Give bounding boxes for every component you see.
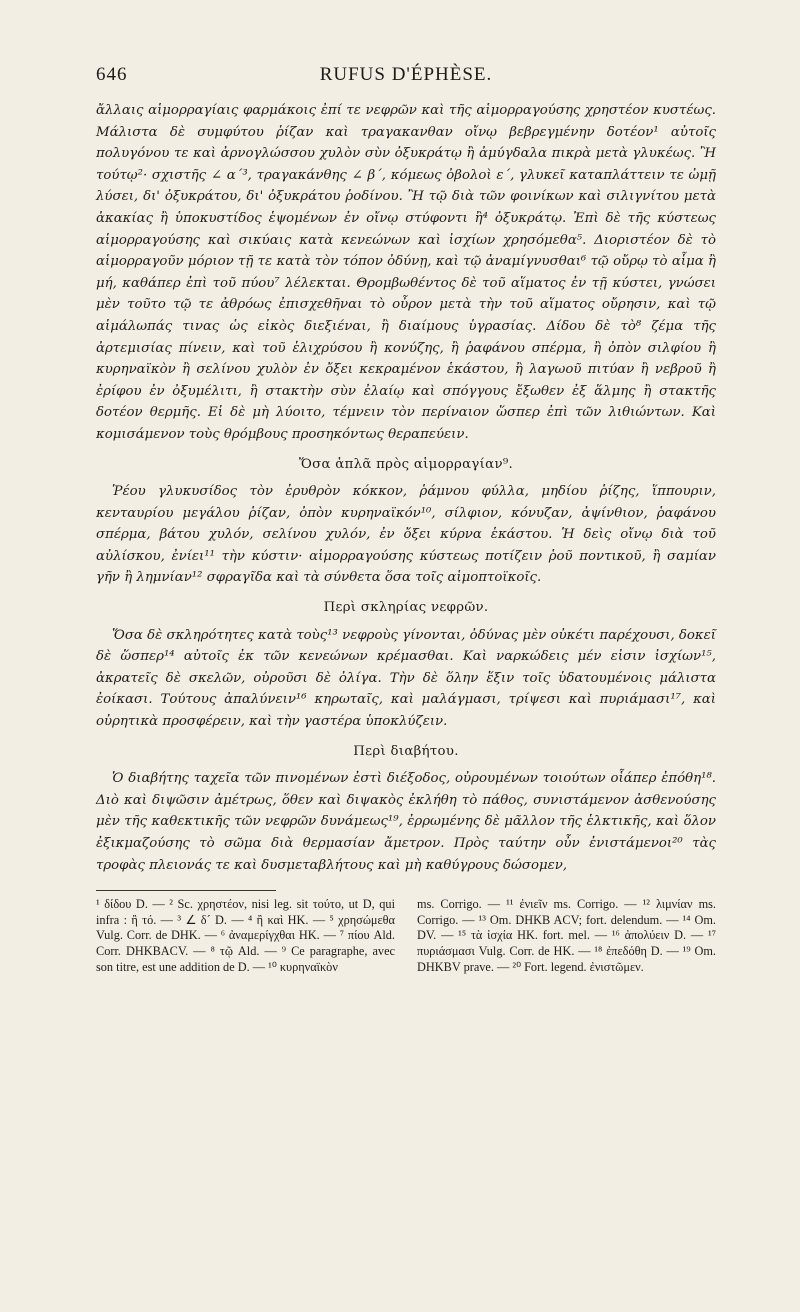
footnotes	[96, 897, 716, 975]
footnotes-left-column	[96, 897, 395, 975]
section-title-simples: Ὅσα ἁπλᾶ πρὸς αἱμορραγίαν⁹.	[298, 456, 514, 472]
footnotes-right-column	[417, 897, 716, 975]
section-title-kidney-hardness: Περὶ σκληρίας νεφρῶν.	[323, 600, 489, 616]
paragraph-simples: Ῥέου γλυκυσίδος τὸν ἐρυθρὸν κόκκον, ῥάμνου φύλλα, μηδίου ῥίζης, ἵππουριν, κενταυρίου μεγάλου ῥίζαν, ὀπὸν κυρηναϊκόν¹⁰, σίλφιον, κόνυζαν, ἀψίνθιον, ῥαφάνου σπέρμα, βάτου χυλόν, σελίνου χυλόν, ἐν ὄξει κύρνα ἑκάστου. Ἡ δεὶς οἴνῳ διὰ τοῦ αὐλίσκου, ἐνίει¹¹ τὴν κύστιν· αἱμορραγούσης κύστεως ποτίζειν ῥοῦ ποντικοῦ, ἢ σαμίαν γῆν ἢ λημνίαν¹² σφραγῖδα καὶ τὰ σύνθετα ὅσα τοῖς αἱμοπτοϊκοῖς.	[96, 484, 716, 586]
running-title: RUFUS D'ÉPHÈSE.	[319, 64, 493, 85]
footnote-divider	[96, 890, 276, 891]
footnote-block: ¹ δίδου D. — ² Sc. χρηστέον, nisi leg. sit τούτο, ut D, qui infra : ἢ τό. — ³ ∠ δ´ D. — ⁴ ἢ καὶ HK. — ⁵ χρησώμεθα Vulg. Corr. de DHK. — ⁶ ἀναμερίγχθαι HK. — ⁷ πίου Ald. Corr. DHKBACV. — ⁸ τῷ Ald. — ⁹ Ce paragraphe, avec son titre, est une addition de D. — ¹⁰ κυρηναϊκὸν	[96, 897, 395, 974]
paragraph-kidney-hardness: Ὅσα δὲ σκληρότητες κατὰ τοὺς¹³ νεφροὺς γίνονται, ὀδύνας μὲν οὐκέτι παρέχουσι, δοκεῖ δὲ ὥσπερ¹⁴ αὐτοῖς ἐκ τῶν κενεώνων κρέμασθαι. Καὶ ναρκώδεις μέν εἰσιν ἰσχίων¹⁵, ἀκρατεῖς δὲ σκελῶν, οὐροῦσι δὲ ὀλίγα. Τὴν δὲ ὅλην ἕξιν τοῖς ὑδατουμένοις μάλιστα ἐοίκασι. Τούτους ἀπαλύνειν¹⁶ κηρωταῖς, καὶ μαλάγμασι, τρίψεσι καὶ πυριάμασι¹⁷, καὶ οὐρητικὰ προσφέρειν, καὶ τὴν γαστέρα ὑποκλύζειν.	[96, 627, 716, 730]
footnote-block: ms. Corrigo. — ¹¹ ἐνιεῖν ms. Corrigo. — ¹² λιμνίαν ms. Corrigo. — ¹³ Om. DHKB ACV; fort. delendum. — ¹⁴ Om. DV. — ¹⁵ τὰ ἰσχία HK. fort. mel. — ¹⁶ ἀπολύειν D. — ¹⁷ πυριάσμασι Vulg. Corr. de HK. — ¹⁸ ἐπεδόθη D. — ¹⁹ Om. DHKBV prave. — ²⁰ Fort. legend. ἐνιστῶμεν.	[417, 897, 716, 974]
paragraph-haemorrhage-remedies: ἄλλαις αἱμορραγίαις φαρμάκοις ἐπί τε νεφρῶν καὶ τῆς αἱμορραγούσης χρηστέον κυστέως. Μάλιστα δὲ συμφύτου ῥίζαν καὶ τραγακανθαν οἴνῳ βεβρεγμένην δοτέον¹ αὐτοῖς πολυγόνου τε καὶ ἀρνογλώσσου χυλὸν σὺν ὀξυκράτῳ ἢ ἀμύγδαλα πικρὰ μετὰ γλυκέως. Ἢ τούτῳ²· σχιστῆς ∠ α´³, τραγακάνθης ∠ β´, κόμεως ὀβολοὶ ε´, γλυκεῖ καταπλάττειν τε ὠμῇ λύσει, δι' ὀξυκράτου, δι' ὀξυκράτου ῥοδίνου. Ἢ τῷ διὰ τῶν φοινίκων καὶ σιλιγνίτου μετὰ ἀκακίας ἢ ὑποκυστίδος ἑψομένων ἐν οἴνῳ στύφοντι ἢ⁴ ὀξυκράτῳ. Ἐπὶ δὲ τῆς κύστεως αἱμορραγούσης καὶ σικύαις κατὰ κενεώνων καὶ ἰσχίων χρησόμεθα⁵. Διοριστέον δὲ τὸ αἱμορραγοῦν μόριον τῇ τε κατὰ τὸν τόπον ὀδύνῃ, καὶ τῷ ἀναμίγνυσθαι⁶ τῷ οὔρῳ τὸ αἷμα ἢ μή, καθάπερ ἐπὶ τοῦ πύου⁷ λέλεκται. Θρομβωθέντος δὲ τοῦ αἵματος ἐν τῇ κύστει, γνώσει μὲν τοῦτο τῷ τε ἀθρόως ἐπισχεθῆναι τὸ οὖρον μετὰ τὴν τοῦ αἵματος οὔρησιν, καὶ τῷ αἱμάλωπάς τινας ὡς εἰκὸς διεξιέναι, ἢ διαίμους ὑγρασίας. Δίδου δὲ τὸ⁸ ζέμα τῆς ἀρτεμισίας πίνειν, καὶ τοῦ ἑλιχρύσου ἢ κονύζης, ἢ ῥαφάνου σπέρμα, ἢ ὀπὸν σιλφίου ἢ κυρηναϊκὸν ἢ σελίνου χυλὸν ἐν ὄξει κεκραμένον ἑκάστου, ἢ λαγωοῦ πιτύαν ἢ νεβροῦ ἢ ἐρίφου ἐν ὀξυμέλιτι, ἢ στακτὴν σὺν ἐλαίῳ καὶ σπόγγους ἔξωθεν ἐξ ἅλμης ἢ στακτῆς δοτέον θερμῆς. Εἰ δὲ μὴ λύοιτο, τέμνειν τὸν περίναιον ὥσπερ ἐπὶ τῶν λιθιώντων. Καὶ κομισάμενον τοὺς θρόμβους προσηκόντως θεραπεύειν.	[96, 103, 716, 442]
section-title-diabetes: Περὶ διαβήτου.	[353, 743, 459, 759]
paragraph-diabetes: Ὁ διαβήτης ταχεῖα τῶν πινομένων ἐστὶ διέξοδος, οὐρουμένων τοιούτων οἷάπερ ἐπόθη¹⁸. Διὸ καὶ διψῶσιν ἀμέτρως, ὅθεν καὶ διψακὸς ἐκλήθη τὸ πάθος, συνιστάμενον ἀσθενούσης μὲν τῆς καθεκτικῆς τῶν νεφρῶν δυνάμεως¹⁹, ἐρρωμένης δὲ μᾶλλον τῆς ἑλκτικῆς, καὶ ὅλον ἐξικμαζούσης τὸ σῶμα διὰ θερμασίαν ἄμετρον. Πρὸς ταύτην οὖν ἐνιστάμενοι²⁰ τὰς τροφὰς πλειονάς τε καὶ δυσμεταβλήτους καὶ μὴ καθύγρους δώσομεν,	[96, 771, 716, 873]
page-number: 646	[96, 64, 128, 85]
body-text	[96, 100, 716, 876]
running-head	[96, 64, 716, 86]
